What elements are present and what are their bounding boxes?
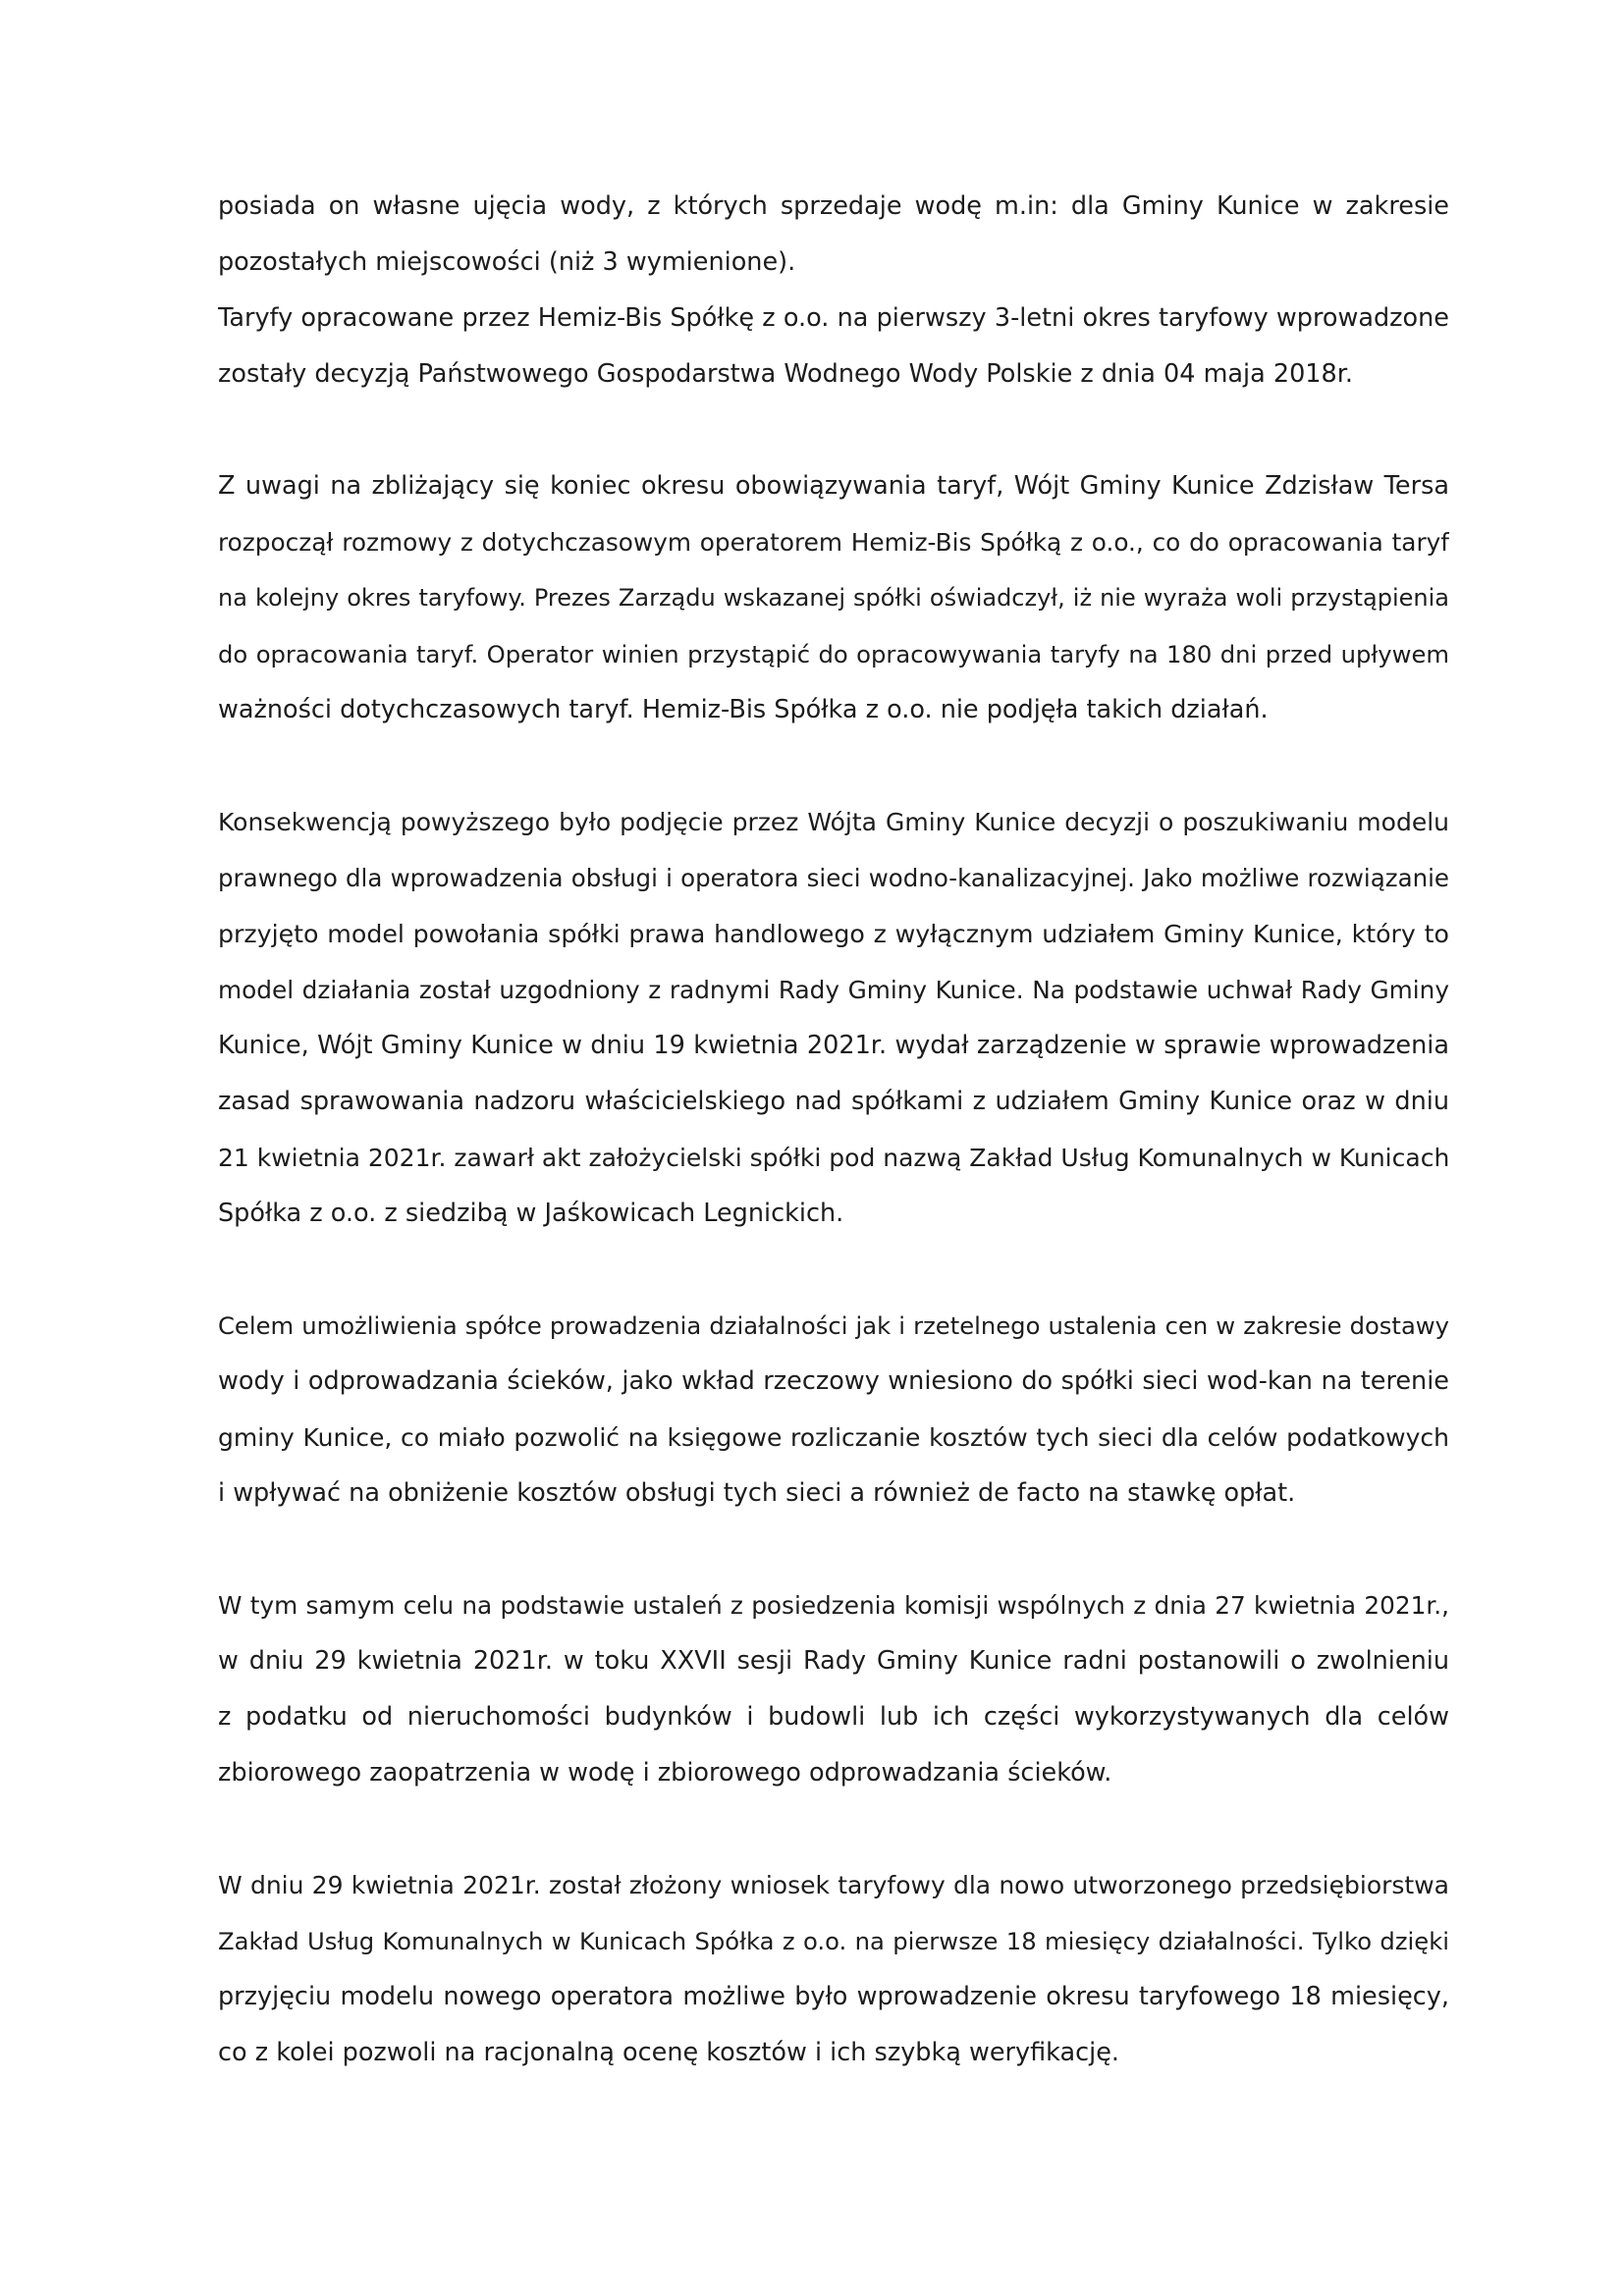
text-line: Z uwagi na zbliżający się koniec okresu obowiązywania taryf, Wójt Gminy Kunice Zdzisław Tersa (218, 471, 1449, 501)
paragraph-gap (218, 1242, 1449, 1298)
text-line: prawnego dla wprowadzenia obsługi i operatora sieci wodno-kanalizacyjnej. Jako możliwe rozwiązanie (218, 864, 1449, 892)
text-line: model działania został uzgodniony z radnymi Rady Gminy Kunice. Na podstawie uchwał Rady Gminy (218, 976, 1449, 1004)
text-line: W tym samym celu na podstawie ustaleń z posiedzenia komisji wspólnych z dnia 27 kwietnia 2021r., (218, 1591, 1449, 1620)
document-body (218, 179, 1449, 2081)
text-line: wody i odprowadzania ścieków, jako wkład rzeczowy wniesiono do spółki sieci wod-kan na terenie (218, 1366, 1449, 1396)
paragraph-3 (218, 794, 1449, 1242)
paragraph-5 (218, 1577, 1449, 1801)
text-line: co z kolei pozwoli na racjonalną ocenę kosztów i ich szybką weryfikację. (218, 2038, 1120, 2067)
text-line: posiada on własne ujęcia wody, z których sprzedaje wodę m.in: dla Gminy Kunice w zakresie (218, 191, 1449, 221)
text-line: Spółka z o.o. z siedzibą w Jaśkowicach Legnickich. (218, 1199, 844, 1228)
paragraph-6 (218, 1857, 1449, 2081)
text-line: zbiorowego zaopatrzenia w wodę i zbiorowego odprowadzania ścieków. (218, 1758, 1112, 1788)
text-line: i wpływać na obniżenie kosztów obsługi tych sieci a również de facto na stawkę opłat. (218, 1478, 1296, 1508)
paragraph-gap (218, 402, 1449, 458)
text-line: Kunice, Wójt Gminy Kunice w dniu 19 kwietnia 2021r. wydał zarządzenie w sprawie wprowadzenia (218, 1031, 1449, 1060)
text-line: przyjęto model powołania spółki prawa handlowego z wyłącznym udziałem Gminy Kunice, który to (218, 920, 1449, 948)
text-line: Celem umożliwienia spółce prowadzenia działalności jak i rzetelnego ustalenia cen w zakresie dostawy (218, 1311, 1449, 1340)
paragraph-1 (218, 179, 1449, 402)
paragraph-2 (218, 458, 1449, 738)
text-line: pozostałych miejscowości (niż 3 wymienione). (218, 247, 796, 277)
paragraph-gap (218, 1522, 1449, 1577)
paragraph-gap (218, 1801, 1449, 1857)
paragraph-gap (218, 738, 1449, 794)
text-line: Zakład Usług Komunalnych w Kunicach Spółka z o.o. na pierwsze 18 miesięcy działalności. Tylko dzięki (218, 1927, 1449, 1955)
text-line: gminy Kunice, co miało pozwolić na księgowe rozliczanie kosztów tych sieci dla celów podatkowych (218, 1423, 1449, 1452)
text-line: ważności dotychczasowych taryf. Hemiz-Bis Spółka z o.o. nie podjęła takich działań. (218, 695, 1269, 724)
text-line: Konsekwencją powyższego było podjęcie przez Wójta Gminy Kunice decyzji o poszukiwaniu modelu (218, 808, 1449, 836)
paragraph-4 (218, 1298, 1449, 1522)
text-line: przyjęciu modelu nowego operatora możliwe było wprowadzenie okresu taryfowego 18 miesięcy, (218, 1982, 1449, 2011)
text-line: Taryfy opracowane przez Hemiz-Bis Spółkę z o.o. na pierwszy 3-letni okres taryfowy wprowadzone (218, 303, 1449, 333)
text-line: na kolejny okres taryfowy. Prezes Zarządu wskazanej spółki oświadczył, iż nie wyraża woli przystąpienia (218, 584, 1449, 612)
text-line: W dniu 29 kwietnia 2021r. został złożony wniosek taryfowy dla nowo utworzonego przedsiębiorstwa (218, 1871, 1449, 1899)
text-line: zasad sprawowania nadzoru właścicielskiego nad spółkami z udziałem Gminy Kunice oraz w dniu (218, 1087, 1449, 1116)
text-line: zostały decyzją Państwowego Gospodarstwa Wodnego Wody Polskie z dnia 04 maja 2018r. (218, 359, 1354, 389)
text-line: rozpoczął rozmowy z dotychczasowym operatorem Hemiz-Bis Spółką z o.o., co do opracowania taryf (218, 528, 1449, 557)
text-line: w dniu 29 kwietnia 2021r. w toku XXVII sesji Rady Gminy Kunice radni postanowili o zwolnieniu (218, 1646, 1449, 1676)
text-line: z podatku od nieruchomości budynków i budowli lub ich części wykorzystywanych dla celów (218, 1702, 1449, 1732)
text-line: do opracowania taryf. Operator winien przystąpić do opracowywania taryfy na 180 dni przed upływem (218, 640, 1449, 668)
text-line: 21 kwietnia 2021r. zawarł akt założycielski spółki pod nazwą Zakład Usług Komunalnych w Kunicach (218, 1144, 1449, 1172)
